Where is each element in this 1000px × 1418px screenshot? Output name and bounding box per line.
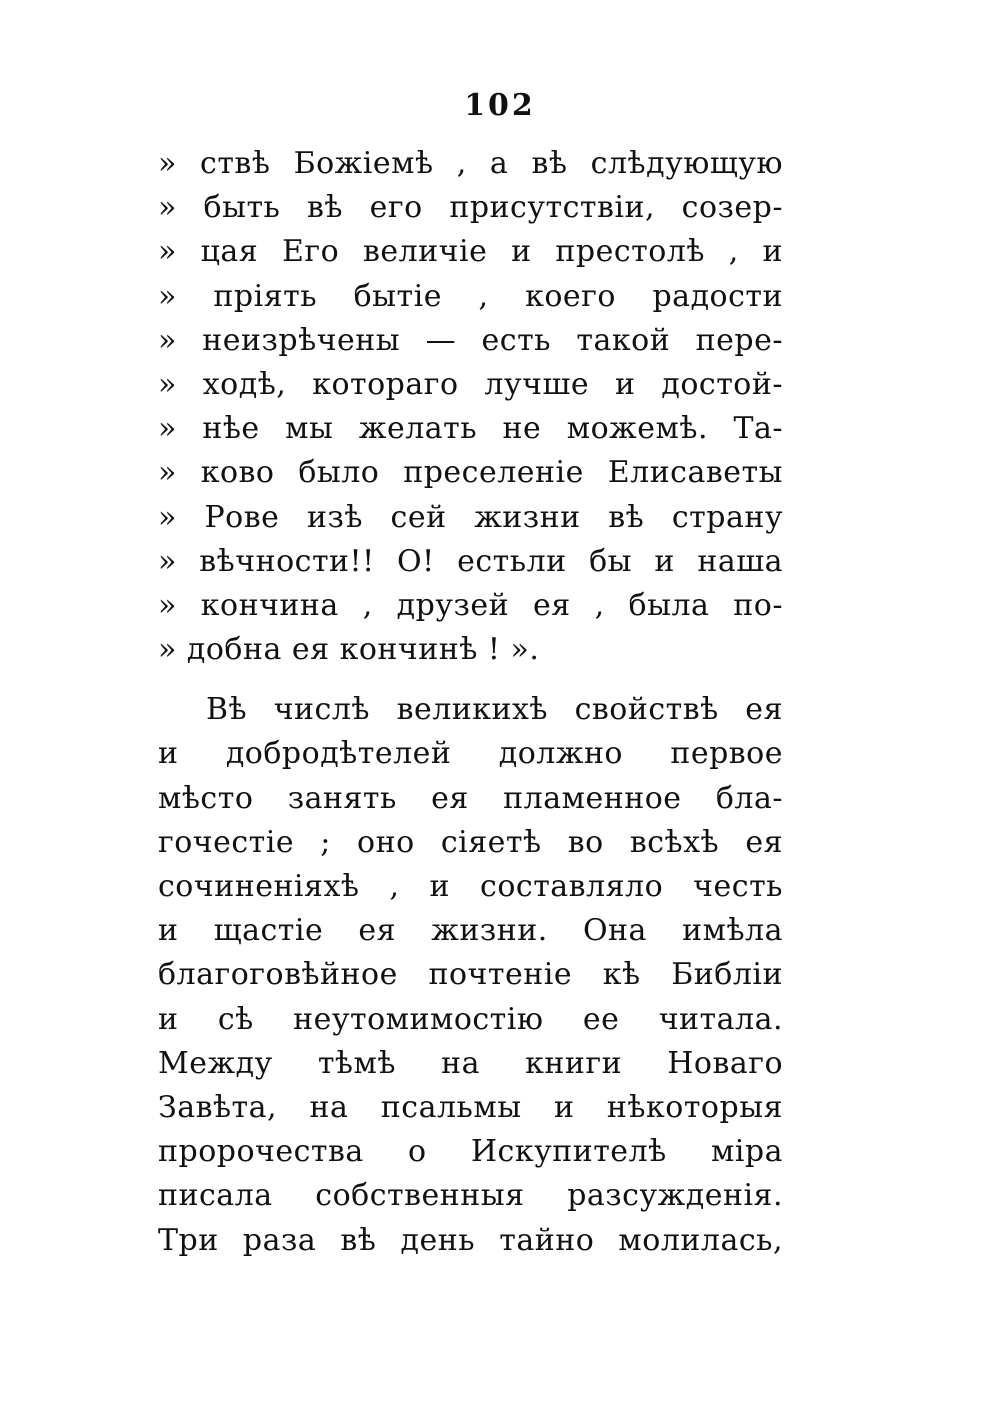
text-line: » пріять бытіе , коего радости <box>158 278 783 314</box>
text-line: Три раза вѣ день тайно молилась, <box>158 1222 783 1258</box>
text-line: Между тѣмѣ на книги Новаго <box>158 1045 783 1081</box>
body-paragraph <box>158 688 783 1262</box>
text-line: гочестіе ; оно сіяетѣ во всѣхѣ ея <box>158 824 783 860</box>
text-line: » ходѣ, котораго лучше и достой- <box>158 366 783 402</box>
text-line: благоговѣйное почтеніе кѣ Библіи <box>158 957 783 993</box>
text-line: » Рове изѣ сей жизни вѣ страну <box>158 499 783 535</box>
paragraph-gap <box>158 672 783 688</box>
text-line: и щастіе ея жизни. Она имѣла <box>158 913 783 949</box>
text-line: и сѣ неутомимостію ее читала. <box>158 1001 783 1037</box>
text-line: » ствѣ Божіемѣ , а вѣ слѣдующую <box>158 146 783 181</box>
text-line: мѣсто занять ея пламенное бла- <box>158 780 783 816</box>
text-block <box>158 142 783 1263</box>
text-line: » цая Его величіе и престолѣ , и <box>158 234 783 270</box>
quoted-passage <box>158 142 783 672</box>
text-line: сочиненіяхѣ , и составляло честь <box>158 869 783 904</box>
text-line: » нѣе мы желать не можемѣ. Та- <box>158 411 783 447</box>
text-line: Вѣ числѣ великихѣ свойствѣ ея <box>206 692 783 728</box>
text-line: » неизрѣчены — есть такой пере- <box>158 322 783 358</box>
text-line: Завѣта, на псальмы и нѣкоторыя <box>158 1089 783 1125</box>
text-line: » кончина , друзей ея , была по- <box>158 587 783 623</box>
page-number: 102 <box>464 88 536 123</box>
text-line: и добродѣтелей должно первое <box>158 736 783 772</box>
text-line: » быть вѣ его присутствіи, созер- <box>158 190 783 226</box>
text-line: писала собственныя разсужденія. <box>158 1178 783 1214</box>
text-line: » ково было преселеніе Елисаветы <box>158 455 783 491</box>
text-line: пророчества о Искупителѣ міра <box>158 1134 783 1170</box>
text-line: » вѣчности!! О! естьли бы и наша <box>158 543 783 579</box>
text-line: » добна ея кончинѣ ! ». <box>158 632 540 668</box>
